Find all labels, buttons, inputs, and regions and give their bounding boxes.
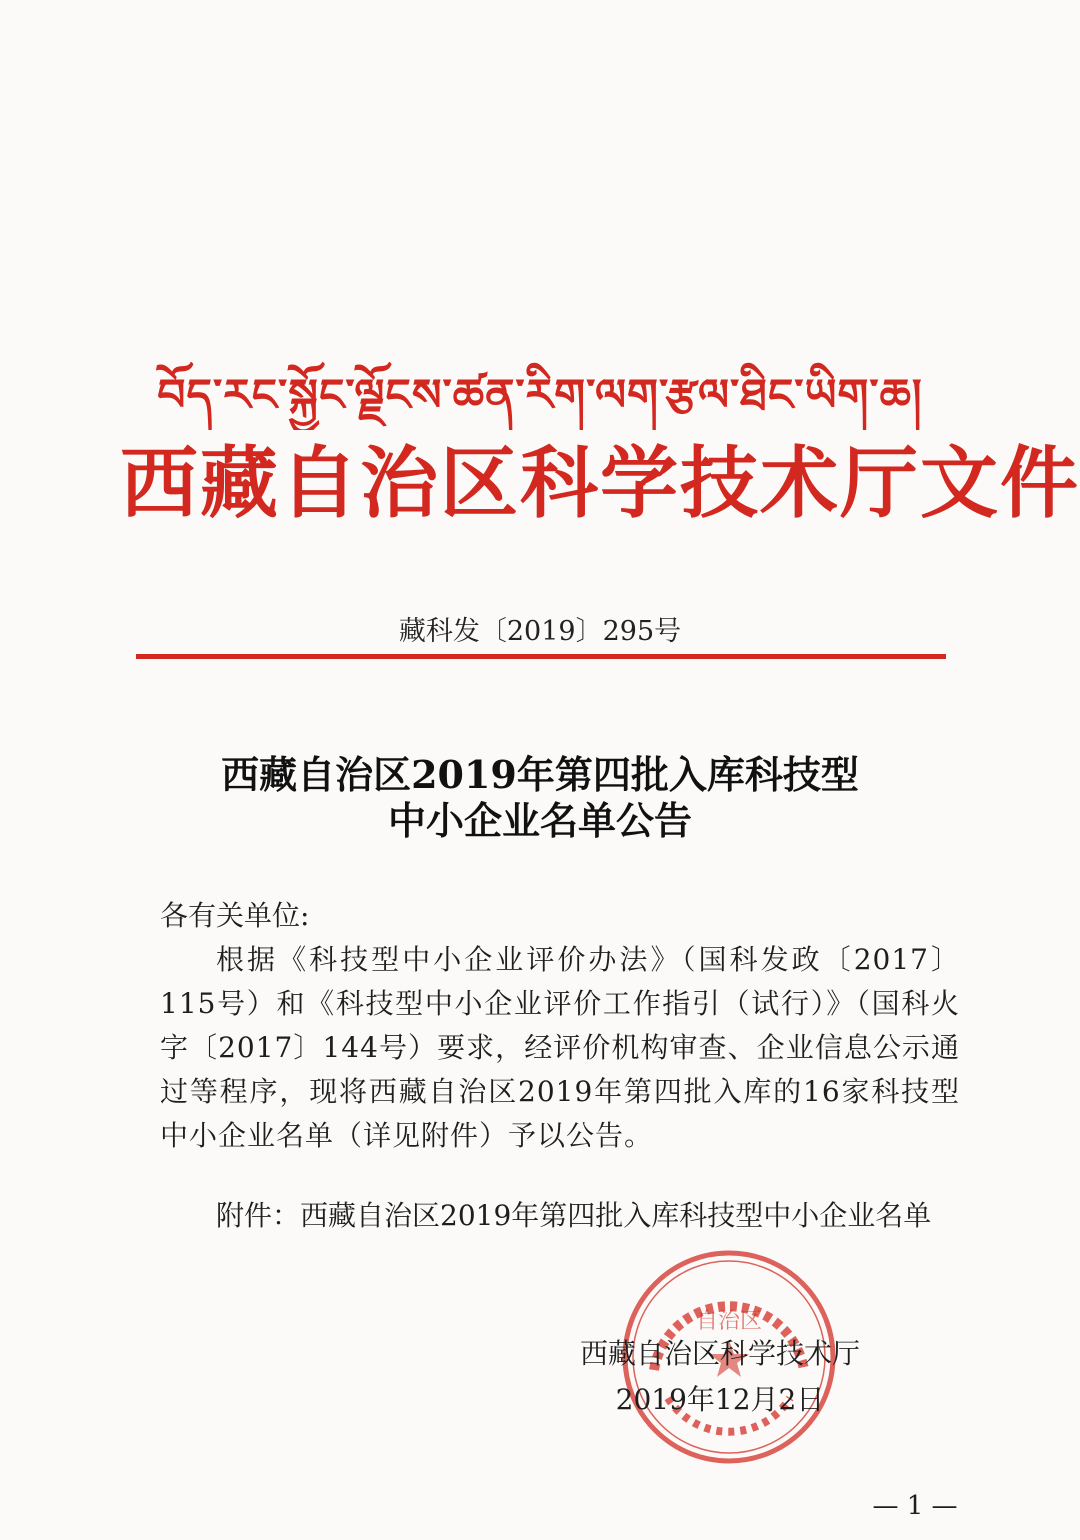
issue-date: 2019年12月2日	[615, 1383, 825, 1416]
tibetan-org-header: བོད་རང་སྐྱོང་ལྗོངས་ཚན་རིག་ལག་རྩལ་ཐིང་ཡིག་ཆ།	[157, 370, 923, 421]
notice-title	[140, 752, 940, 844]
notice-title-line-2: 中小企业名单公告	[387, 798, 692, 843]
notice-title-line-1: 西藏自治区2019年第四批入库科技型	[221, 752, 859, 797]
page-number: — 1 —	[872, 1491, 958, 1521]
issuer-signature: 西藏自治区科学技术厅	[579, 1337, 860, 1370]
red-divider-line	[136, 654, 946, 659]
attachment-note: 附件：西藏自治区2019年第四批入库科技型中小企业名单	[216, 1199, 932, 1232]
org-title: 西藏自治区科学技术厅文件	[120, 438, 1080, 529]
document-number: 藏科发〔2019〕295号	[398, 616, 682, 647]
body-paragraph: 根据《科技型中小企业评价办法》（国科发政〔2017〕115号）和《科技型中小企业评价工作指引（试行）》（国科火字〔2017〕144号）要求，经评价机构审查、企业信息公示通过等程序，现将西藏自治区2019年第四批入库的16家科技型中小企业名单（详见附件）予以公告。	[160, 943, 960, 1152]
salutation: 各有关单位:	[160, 899, 310, 932]
seal-center-text: 自治区	[695, 1309, 763, 1334]
